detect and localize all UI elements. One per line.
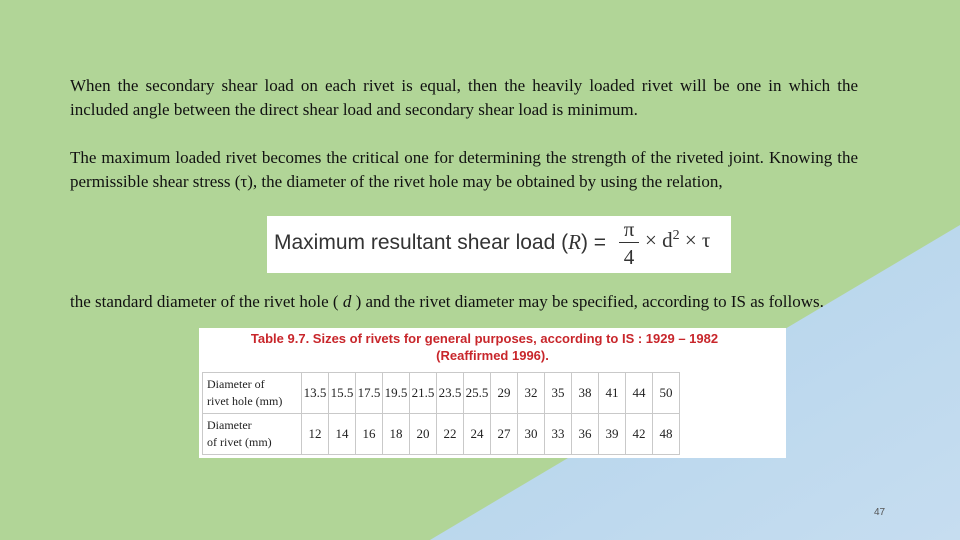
table-cell: 19.5 [383, 373, 410, 414]
table-cell: 30 [518, 414, 545, 455]
table-cell: 20 [410, 414, 437, 455]
formula-fraction [619, 217, 639, 270]
table-cell: 38 [572, 373, 599, 414]
table-cell: 35 [545, 373, 572, 414]
rivet-size-table-image [199, 328, 786, 458]
table-cell: 44 [626, 373, 653, 414]
table-cell: 33 [545, 414, 572, 455]
paragraph-1: When the secondary shear load on each rivet is equal, then the heavily loaded rivet will be one in which the included angle between the direct shear load and secondary shear load is minimum. [70, 76, 858, 119]
formula-numerator: π [623, 217, 635, 241]
paragraph-3: the standard diameter of the rivet hole ( d ) and the rivet diameter may be specified, according to IS as follows. [70, 292, 824, 311]
rivet-size-table [202, 372, 680, 455]
table-cell: 39 [599, 414, 626, 455]
table-cell: 13.5 [302, 373, 329, 414]
row-label-hole: Diameter of rivet hole (mm) [203, 373, 302, 414]
table-cell: 41 [599, 373, 626, 414]
table-cell: 24 [464, 414, 491, 455]
table-cell: 23.5 [437, 373, 464, 414]
table-cell: 50 [653, 373, 680, 414]
paragraph-2: The maximum loaded rivet becomes the critical one for determining the strength of the riveted joint. Knowing the permissible shear stress (τ), the diameter of the rivet hole may be obtained by using the relation, [70, 148, 858, 191]
row-label-rivet: Diameter of rivet (mm) [203, 414, 302, 455]
table-title-line1: Table 9.7. Sizes of rivets for general purposes, according to IS : 1929 – 1982 [250, 331, 719, 346]
table-cell: 14 [329, 414, 356, 455]
table-cell: 18 [383, 414, 410, 455]
table-cell: 42 [626, 414, 653, 455]
table-cell: 15.5 [329, 373, 356, 414]
page-number: 47 [874, 507, 886, 518]
table-cell: 12 [302, 414, 329, 455]
table-cell: 32 [518, 373, 545, 414]
table-cell: 17.5 [356, 373, 383, 414]
table-row-hole-diameter [203, 373, 680, 414]
table-cell: 36 [572, 414, 599, 455]
formula-image [267, 216, 731, 273]
table-row-rivet-diameter [203, 414, 680, 455]
table-cell: 48 [653, 414, 680, 455]
table-title-line2: (Reaffirmed 1996). [436, 348, 549, 363]
table-cell: 25.5 [464, 373, 491, 414]
formula-lhs: Maximum resultant shear load (R) = [274, 230, 607, 254]
table-cell: 27 [491, 414, 518, 455]
table-cell: 29 [491, 373, 518, 414]
table-cell: 22 [437, 414, 464, 455]
table-cell: 21.5 [410, 373, 437, 414]
formula-rhs: × $d^2 \times \tau$ [645, 228, 711, 252]
table-cell: 16 [356, 414, 383, 455]
formula-denominator: 4 [623, 245, 635, 269]
